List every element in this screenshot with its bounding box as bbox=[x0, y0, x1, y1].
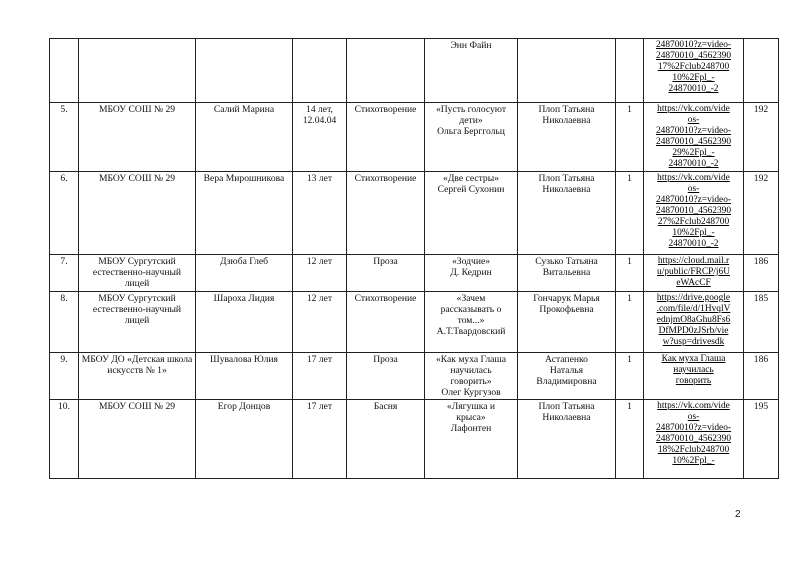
table-body bbox=[50, 39, 779, 479]
link-cell-line[interactable]: 24870010?z=video- bbox=[655, 423, 732, 433]
table-row bbox=[50, 103, 779, 172]
results-table bbox=[49, 38, 779, 479]
table-row bbox=[50, 292, 779, 353]
work-cell-line: крыса» bbox=[456, 412, 486, 423]
teacher-cell-line: Астапенко bbox=[545, 354, 588, 365]
participant-cell: Салий Марина bbox=[196, 103, 293, 172]
count-cell: 1 bbox=[616, 172, 644, 255]
link-cell-line[interactable]: https://vk.com/vide bbox=[657, 401, 730, 411]
teacher-cell bbox=[518, 353, 616, 400]
work-cell bbox=[425, 353, 518, 400]
work-cell-line: Д. Кедрин bbox=[450, 267, 492, 278]
row-number-cell bbox=[50, 39, 79, 103]
link-cell-line[interactable]: 10%2Fpl_- bbox=[672, 456, 715, 466]
teacher-cell-line: Витальевна bbox=[542, 267, 591, 278]
link-cell[interactable] bbox=[644, 353, 744, 400]
teacher-cell-line: Прокофьевна bbox=[539, 304, 594, 315]
link-cell-line[interactable]: 18%2Fclub248700 bbox=[657, 445, 730, 455]
teacher-cell-line: Николаевна bbox=[542, 184, 591, 195]
work-cell-line: «Зодчие» bbox=[451, 256, 491, 267]
genre-cell: Стихотворение bbox=[347, 292, 425, 353]
teacher-cell-line: Плоп Татьяна bbox=[538, 173, 595, 184]
genre-cell: Стихотворение bbox=[347, 103, 425, 172]
teacher-cell bbox=[518, 255, 616, 292]
work-cell-line: Энн Файн bbox=[450, 40, 492, 51]
link-cell-line[interactable]: 24870010_4562390 bbox=[656, 434, 731, 444]
participant-cell: Егор Донцов bbox=[196, 400, 293, 479]
row-number-cell: 10. bbox=[50, 400, 79, 479]
link-cell[interactable] bbox=[644, 292, 744, 353]
participant-cell: Вера Мирошникова bbox=[196, 172, 293, 255]
link-cell-line[interactable]: https://cloud.mail.r bbox=[657, 256, 730, 266]
score-cell: 185 bbox=[744, 292, 779, 353]
participant-cell: Дзюба Глеб bbox=[196, 255, 293, 292]
age-cell: 14 лет, 12.04.04 bbox=[293, 103, 347, 172]
link-cell-line[interactable]: u/public/FRCP/j6U bbox=[657, 267, 730, 277]
age-cell: 13 лет bbox=[293, 172, 347, 255]
work-cell-line: Ольга Берггольц bbox=[437, 126, 505, 137]
link-cell[interactable] bbox=[644, 39, 744, 103]
link-cell-line[interactable]: 24870010_4562390 bbox=[656, 51, 731, 61]
work-cell bbox=[425, 39, 518, 103]
row-number-cell: 6. bbox=[50, 172, 79, 255]
score-cell: 186 bbox=[744, 353, 779, 400]
genre-cell: Проза bbox=[347, 255, 425, 292]
school-cell: МБОУ ДО «Детская школа искусств № 1» bbox=[79, 353, 196, 400]
teacher-cell bbox=[518, 292, 616, 353]
school-cell: МБОУ Сургутский естественно-научный лицей bbox=[79, 292, 196, 353]
teacher-cell-line: Плоп Татьяна bbox=[538, 104, 595, 115]
link-cell-line[interactable]: 24870010_4562390 bbox=[656, 206, 731, 216]
genre-cell: Стихотворение bbox=[347, 172, 425, 255]
link-cell-line[interactable]: 29%2Fpl_- bbox=[672, 148, 715, 158]
age-cell: 12 лет bbox=[293, 255, 347, 292]
work-cell-line: Олег Кургузов bbox=[441, 387, 501, 398]
work-cell bbox=[425, 292, 518, 353]
count-cell: 1 bbox=[616, 255, 644, 292]
work-cell-line: рассказывать о bbox=[440, 304, 502, 315]
count-cell: 1 bbox=[616, 292, 644, 353]
work-cell bbox=[425, 255, 518, 292]
work-cell-line: том...» bbox=[457, 315, 485, 326]
link-cell-line[interactable]: говорить bbox=[675, 376, 712, 386]
work-cell-line: научилась bbox=[450, 365, 492, 376]
table-row bbox=[50, 400, 779, 479]
link-cell-line[interactable]: https://vk.com/vide bbox=[657, 173, 730, 183]
teacher-cell-line: Гончарук Марья bbox=[533, 293, 600, 304]
age-cell bbox=[293, 39, 347, 103]
link-cell-line[interactable]: os- bbox=[687, 412, 700, 422]
work-cell-line: «Как муха Глаша bbox=[435, 354, 507, 365]
link-cell-line[interactable]: 24870010?z=video- bbox=[655, 195, 732, 205]
work-cell-line: А.Т.Твардовский bbox=[436, 326, 506, 337]
count-cell bbox=[616, 39, 644, 103]
teacher-cell-line: Наталья bbox=[549, 365, 584, 376]
link-cell-line[interactable]: 24870010?z=video- bbox=[655, 126, 732, 136]
score-cell: 195 bbox=[744, 400, 779, 479]
link-cell-line[interactable]: eWAcCF bbox=[676, 278, 711, 288]
participant-cell bbox=[196, 39, 293, 103]
link-cell-line[interactable]: ednjmO8aGhu8Fs6 bbox=[656, 315, 731, 325]
link-cell[interactable] bbox=[644, 103, 744, 172]
work-cell bbox=[425, 172, 518, 255]
link-cell[interactable] bbox=[644, 400, 744, 479]
table-row bbox=[50, 172, 779, 255]
count-cell: 1 bbox=[616, 353, 644, 400]
age-cell: 17 лет bbox=[293, 400, 347, 479]
teacher-cell bbox=[518, 39, 616, 103]
school-cell: МБОУ Сургутский естественно-научный лицей bbox=[79, 255, 196, 292]
link-cell[interactable] bbox=[644, 172, 744, 255]
teacher-cell-line: Николаевна bbox=[542, 115, 591, 126]
link-cell-line[interactable]: https://drive.google bbox=[656, 293, 731, 303]
link-cell-line[interactable]: Как муха Глаша bbox=[661, 354, 726, 364]
genre-cell: Басня bbox=[347, 400, 425, 479]
teacher-cell bbox=[518, 103, 616, 172]
link-cell-line[interactable]: 10%2Fpl_- bbox=[672, 228, 715, 238]
work-cell-line: «Пусть голосуют bbox=[435, 104, 507, 115]
row-number-cell: 5. bbox=[50, 103, 79, 172]
link-cell-line[interactable]: https://vk.com/vide bbox=[657, 104, 730, 114]
teacher-cell bbox=[518, 400, 616, 479]
age-cell: 12 лет bbox=[293, 292, 347, 353]
work-cell-line: Сергей Сухонин bbox=[437, 184, 505, 195]
link-cell-line[interactable]: 24870010_-2 bbox=[668, 84, 719, 94]
link-cell-line[interactable]: 17%2Fclub248700 bbox=[657, 62, 730, 72]
link-cell-line[interactable]: научилась bbox=[673, 365, 714, 375]
teacher-cell-line: Сузько Татьяна bbox=[535, 256, 598, 267]
link-cell-line[interactable]: 24870010_-2 bbox=[668, 159, 719, 169]
genre-cell: Проза bbox=[347, 353, 425, 400]
score-cell bbox=[744, 39, 779, 103]
count-cell: 1 bbox=[616, 400, 644, 479]
work-cell bbox=[425, 400, 518, 479]
school-cell: МБОУ СОШ № 29 bbox=[79, 400, 196, 479]
work-cell bbox=[425, 103, 518, 172]
link-cell-line[interactable]: 24870010_-2 bbox=[668, 239, 719, 249]
row-number-cell: 9. bbox=[50, 353, 79, 400]
work-cell-line: говорить» bbox=[450, 376, 492, 387]
teacher-cell-line: Владимировна bbox=[536, 376, 597, 387]
link-cell-line[interactable]: .com/file/d/1HvqlV bbox=[656, 304, 731, 314]
age-cell: 17 лет bbox=[293, 353, 347, 400]
link-cell-line[interactable]: DfMPD0zJSrb/vie bbox=[658, 326, 729, 336]
score-cell: 192 bbox=[744, 103, 779, 172]
school-cell: МБОУ СОШ № 29 bbox=[79, 103, 196, 172]
link-cell-line[interactable]: 10%2Fpl_- bbox=[672, 73, 715, 83]
work-cell-line: «Две сестры» bbox=[443, 173, 499, 184]
row-number-cell: 7. bbox=[50, 255, 79, 292]
link-cell[interactable] bbox=[644, 255, 744, 292]
genre-cell bbox=[347, 39, 425, 103]
link-cell-line[interactable]: 27%2Fclub248700 bbox=[657, 217, 730, 227]
table-row bbox=[50, 255, 779, 292]
score-cell: 186 bbox=[744, 255, 779, 292]
school-cell bbox=[79, 39, 196, 103]
link-cell-line[interactable]: 24870010?z=video- bbox=[655, 40, 732, 50]
link-cell-line[interactable]: os- bbox=[687, 184, 700, 194]
work-cell-line: «Зачем bbox=[456, 293, 486, 304]
teacher-cell-line: Николаевна bbox=[542, 412, 591, 423]
work-cell-line: Лафонтен bbox=[450, 423, 492, 434]
row-number-cell: 8. bbox=[50, 292, 79, 353]
work-cell-line: дети» bbox=[459, 115, 483, 126]
teacher-cell-line: Плоп Татьяна bbox=[538, 401, 595, 412]
teacher-cell bbox=[518, 172, 616, 255]
link-cell-line[interactable]: os- bbox=[687, 115, 700, 125]
link-cell-line[interactable]: w?usp=drivesdk bbox=[662, 337, 725, 347]
table-row bbox=[50, 39, 779, 103]
link-cell-line[interactable]: 24870010_4562390 bbox=[656, 137, 731, 147]
work-cell-line: «Лягушка и bbox=[446, 401, 496, 412]
school-cell: МБОУ СОШ № 29 bbox=[79, 172, 196, 255]
participant-cell: Шароха Лидия bbox=[196, 292, 293, 353]
score-cell: 192 bbox=[744, 172, 779, 255]
participant-cell: Шувалова Юлия bbox=[196, 353, 293, 400]
table-row bbox=[50, 353, 779, 400]
page-number: 2 bbox=[735, 509, 741, 520]
count-cell: 1 bbox=[616, 103, 644, 172]
